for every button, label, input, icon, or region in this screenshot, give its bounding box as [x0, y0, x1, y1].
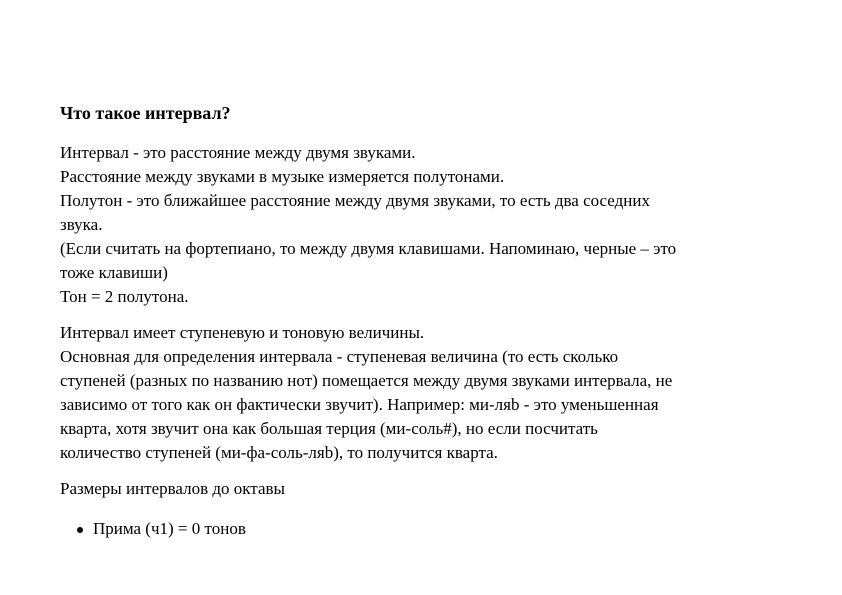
text-line: Расстояние между звуками в музыке измеряется полутонами.	[60, 167, 505, 186]
bullet-icon	[77, 527, 83, 533]
document-page	[60, 101, 800, 541]
text-line: Тон = 2 полутона.	[60, 287, 189, 306]
text-line: Интервал - это расстояние между двумя звуками.	[60, 143, 416, 162]
explanation-paragraph	[60, 321, 800, 465]
text-line: Интервал имеет ступеневую и тоновую величины.	[60, 323, 425, 342]
text-line: зависимо от того как он фактически звучит). Например: ми-ляb - это уменьшенная	[60, 395, 659, 414]
text-line: Полутон - это ближайшее расстояние между двумя звуками, то есть два соседних	[60, 191, 650, 210]
text-line: ступеней (разных по названию нот) помещается между двумя звуками интервала, не	[60, 371, 673, 390]
list-item	[77, 517, 800, 541]
page-title: Что такое интервал?	[60, 103, 231, 123]
text-line: (Если считать на фортепиано, то между двумя клавишами. Напоминаю, черные – это	[60, 239, 677, 258]
intro-paragraph	[60, 141, 800, 309]
text-line: Основная для определения интервала - ступеневая величина (то есть сколько	[60, 347, 619, 366]
text-line: количество ступеней (ми-фа-соль-ляb), то получится кварта.	[60, 443, 498, 462]
list-item-label: Прима (ч1) = 0 тонов	[93, 519, 246, 538]
text-line: звука.	[60, 215, 103, 234]
text-line: кварта, хотя звучит она как большая терция (ми-соль#), но если посчитать	[60, 419, 598, 438]
sizes-heading-paragraph: Размеры интервалов до октавы	[60, 479, 285, 498]
interval-list	[60, 517, 800, 541]
text-line: тоже клавиши)	[60, 263, 168, 282]
